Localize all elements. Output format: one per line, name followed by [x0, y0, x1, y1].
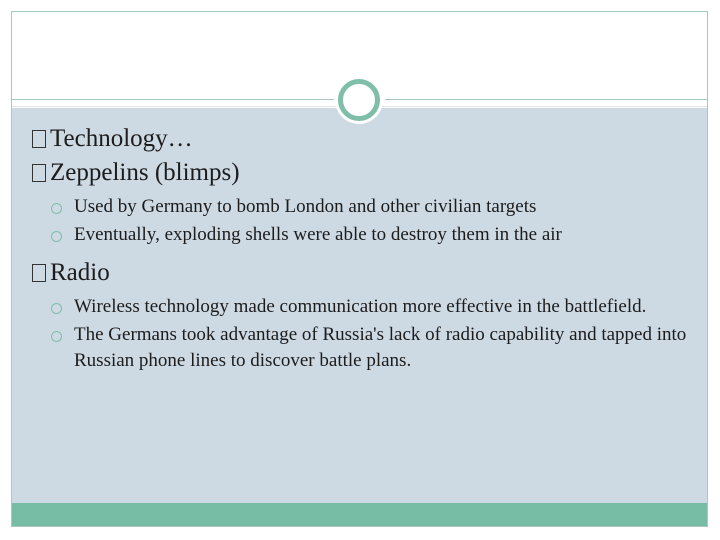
title-divider-left [12, 99, 334, 100]
sub-bullet [32, 222, 692, 248]
ring-ornament-icon [338, 79, 380, 121]
hollow-circle-bullet-icon [51, 303, 62, 314]
bullet-zeppelins [32, 156, 692, 190]
bullet-text: Technology… [50, 125, 193, 152]
sub-bullet-text: Used by Germany to bomb London and other civilian targets [74, 196, 537, 217]
bullet-text: Radio [50, 259, 110, 286]
sub-bullet-text: Eventually, exploding shells were able to destroy them in the air [74, 224, 562, 245]
missing-glyph-box-icon [32, 164, 46, 182]
sub-bullet [32, 294, 692, 320]
hollow-circle-bullet-icon [51, 203, 62, 214]
hollow-circle-bullet-icon [51, 231, 62, 242]
missing-glyph-box-icon [32, 264, 46, 282]
sub-bullet-text: The Germans took advantage of Russia's lack of radio capability and tapped into Russian phone lines to discover battle plans. [74, 324, 687, 371]
bullet-radio [32, 256, 692, 290]
sub-bullet [32, 322, 692, 374]
title-divider-right [385, 99, 707, 100]
slide-body [32, 122, 692, 376]
footer-band [12, 503, 707, 526]
sub-bullet-text: Wireless technology made communication more effective in the battlefield. [74, 296, 647, 317]
bullet-text: Zeppelins (blimps) [50, 159, 240, 186]
sub-bullet [32, 194, 692, 220]
bullet-technology [32, 122, 692, 156]
hollow-circle-bullet-icon [51, 331, 62, 342]
missing-glyph-box-icon [32, 130, 46, 148]
